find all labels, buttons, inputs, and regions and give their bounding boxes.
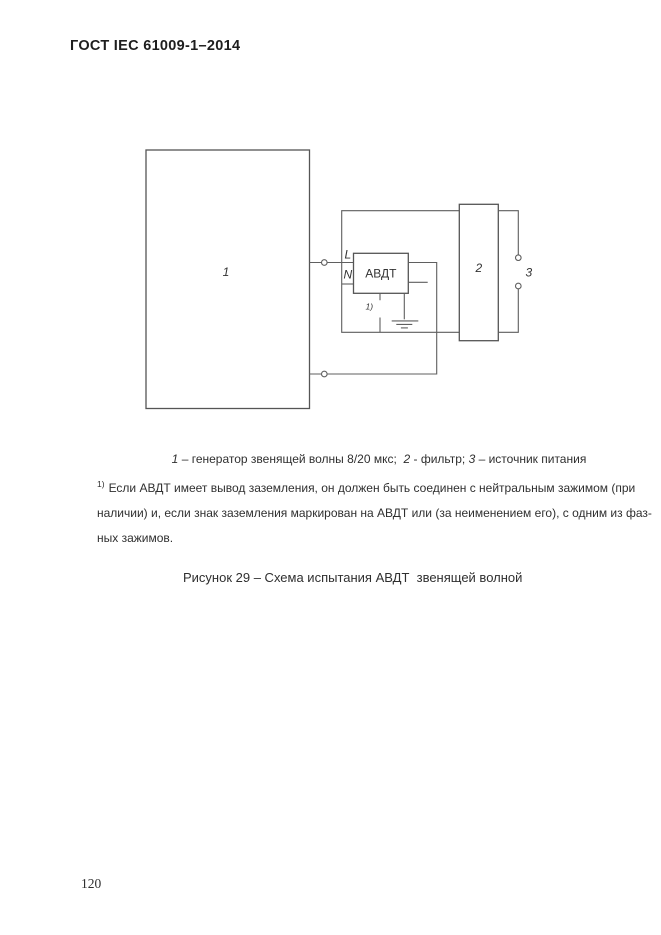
legend-text-3: – источник питания [475,452,587,466]
footnote-line-1 [97,476,636,501]
supply-top-terminal [516,255,522,261]
generator-box-label: 1 [222,265,230,279]
footnote-line-2-text: наличии) и, если знак заземления маркирован на АВДТ или (за неименением его), с одним из фаз- [97,506,652,520]
neutral-n-label: N [343,267,353,282]
supply-terminals-label: 3 [525,265,533,280]
wire-supply-bottom [498,289,518,333]
page-number: 120 [81,876,102,891]
generator-box [146,150,310,409]
diagram-legend [165,438,586,466]
line-l-label: L [344,247,352,262]
earth-ground-icon [392,293,419,328]
legend-text-1: – генератор звенящей волны 8/20 мкс; [178,452,404,466]
figure-caption: Рисунок 29 – Схема испытания АВДТ звенящей волной [183,570,523,585]
legend-num-3: 3 [468,452,476,466]
legend-text-2: - фильтр; [410,452,469,466]
test-circuit-diagram [0,0,661,430]
supply-bottom-terminal [516,283,522,289]
generator-top-terminal [322,260,328,266]
footnote-line-3-text: ных зажимов. [97,531,174,545]
footnote-ref-sup: 1) [97,479,105,489]
footnote-line-3 [97,526,633,551]
document-header: ГОСТ IEC 61009-1–2014 [70,38,241,54]
footnote-line-1-text: Если АВДТ имеет вывод заземления, он должен быть соединен с нейтральным зажимом (при [108,481,636,495]
footnote [97,476,652,551]
earth-footnote-ref-label: 1) [365,301,374,312]
filter-box-label: 2 [475,261,483,275]
legend-num-2: 2 [403,452,411,466]
avdt-box-label: АВДТ [365,266,397,281]
generator-bottom-terminal [322,371,328,377]
footnote-line-2 [97,501,652,526]
wire-supply-top [498,211,518,255]
legend-num-1: 1 [171,452,179,466]
